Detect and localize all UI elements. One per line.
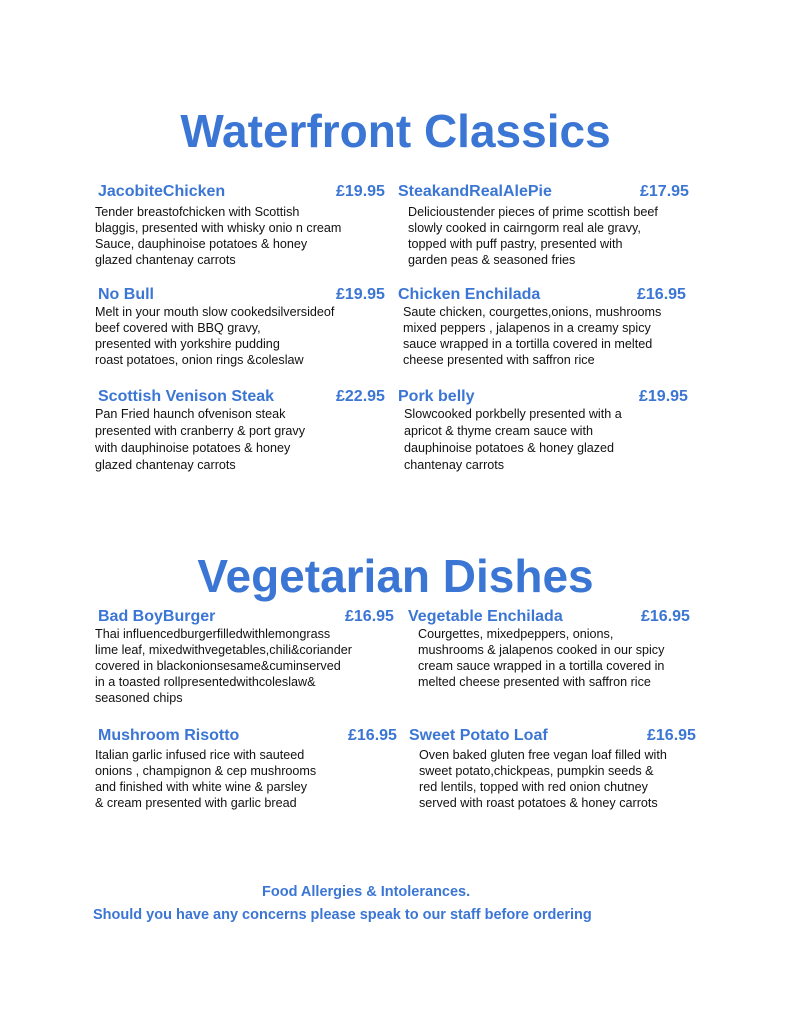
item-description: Slowcooked porkbelly presented with a apricot & thyme cream sauce with dauphinoise potatoes & honey glazed chantenay carrots — [404, 407, 622, 472]
item-name: Chicken Enchilada — [398, 286, 541, 303]
item-price: £22.95 — [336, 388, 385, 405]
item-name: Sweet Potato Loaf — [409, 727, 548, 744]
item-description: Oven baked gluten free vegan loaf filled with sweet potato,chickpeas, pumpkin seeds & red lentils, topped with red onion chutney served with roast potatoes & honey carrots — [419, 748, 667, 810]
item-description: Italian garlic infused rice with sauteed onions , champignon & cep mushrooms and finished with white wine & parsley & cream presented with garlic bread — [95, 748, 317, 810]
vegetarian-heading: Vegetarian Dishes — [197, 550, 594, 602]
item-name: No Bull — [98, 286, 154, 303]
item-description: Pan Fried haunch ofvenison steak presented with cranberry & port gravy with dauphinoise potatoes & honey glazed chantenay carrots — [95, 407, 305, 472]
item-price: £16.95 — [647, 727, 696, 744]
item-description: Tender breastofchicken with Scottish blaggis, presented with whisky onio n cream Sauce, dauphinoise potatoes & honey glazed chantenay carrots — [95, 205, 342, 267]
item-price: £16.95 — [345, 608, 394, 625]
item-description: Saute chicken, courgettes,onions, mushrooms mixed peppers , jalapenos in a creamy spicy sauce wrapped in a tortilla covered in melted cheese presented with saffron rice — [403, 305, 662, 367]
item-name: Vegetable Enchilada — [408, 608, 563, 625]
item-price: £19.95 — [336, 286, 385, 303]
item-price: £19.95 — [639, 388, 688, 405]
item-description: Thai influencedburgerfilledwithlemongrass lime leaf, mixedwithvegetables,chili&coriander covered in blackonionsesame&cuminserved in a toasted rollpresentedwithcoleslaw& seasoned chips — [95, 627, 352, 705]
item-description: Delicioustender pieces of prime scottish beef slowly cooked in cairngorm real ale gravy, topped with puff pastry, presented with garden peas & seasoned fries — [408, 205, 658, 267]
classics-heading: Waterfront Classics — [180, 105, 611, 157]
item-description: Courgettes, mixedpeppers, onions, mushrooms & jalapenos cooked in our spicy cream sauce wrapped in a tortilla covered in melted cheese presented with saffron rice — [418, 627, 665, 689]
item-price: £16.95 — [348, 727, 397, 744]
item-price: £16.95 — [641, 608, 690, 625]
item-price: £19.95 — [336, 183, 385, 200]
item-price: £16.95 — [637, 286, 686, 303]
item-name: JacobiteChicken — [98, 183, 226, 200]
item-name: SteakandRealAlePie — [398, 183, 552, 200]
item-price: £17.95 — [640, 183, 689, 200]
item-name: Pork belly — [398, 388, 475, 405]
item-description: Melt in your mouth slow cookedsilversideof beef covered with BBQ gravy, presented with yorkshire pudding roast potatoes, onion rings &coleslaw — [95, 305, 335, 367]
item-name: Scottish Venison Steak — [98, 388, 275, 405]
allergy-notice-title: Food Allergies & Intolerances. — [262, 884, 471, 900]
allergy-notice-text: Should you have any concerns please speak to our staff before ordering — [93, 907, 592, 923]
item-name: Mushroom Risotto — [98, 727, 240, 744]
item-name: Bad BoyBurger — [98, 608, 216, 625]
